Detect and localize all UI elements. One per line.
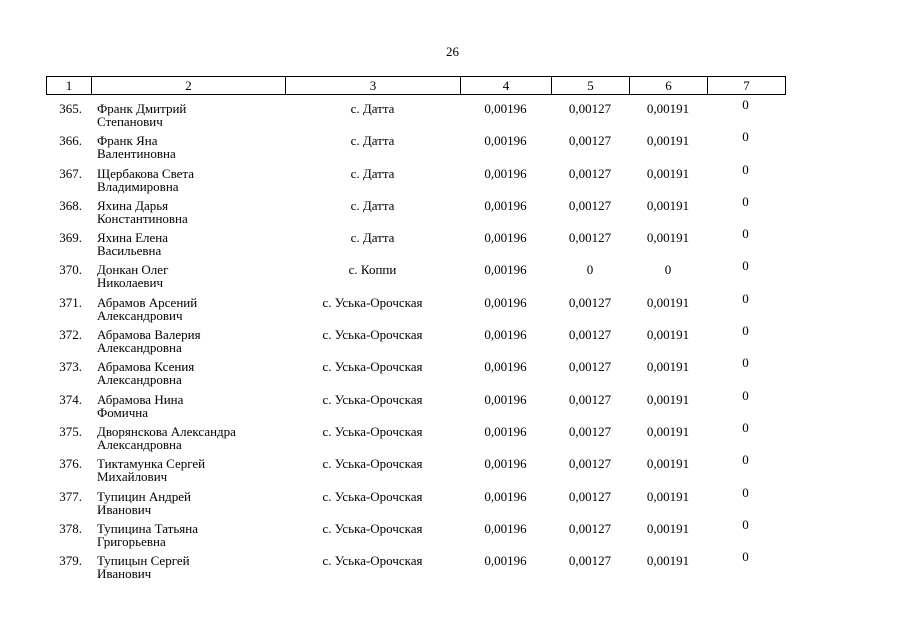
- settlement: с. Уська-Орочская: [322, 391, 423, 407]
- row-number: 377.: [59, 488, 82, 504]
- value-col-4: 0,00196: [484, 197, 527, 213]
- table-row: [46, 452, 786, 487]
- person-name-line-1: Тупицын Сергей: [97, 553, 190, 569]
- person-name-line-2: Владимировна: [97, 178, 179, 194]
- value-col-5: 0,00127: [568, 359, 612, 375]
- person-name-line-2: Александровна: [97, 372, 182, 388]
- column-header-7: 7: [743, 78, 750, 93]
- table-row: [46, 290, 786, 326]
- person-name: [97, 231, 287, 257]
- value-col-7: 0: [742, 387, 749, 403]
- value-col-7: 0: [742, 323, 749, 339]
- person-name-line-1: Яхина Елена: [97, 230, 169, 246]
- value-col-6: 0,00191: [646, 101, 690, 116]
- row-number: 379.: [59, 553, 82, 569]
- settlement: с. Уська-Орочская: [322, 488, 423, 504]
- table-row: [46, 387, 786, 423]
- person-name-line-2: Михайлович: [97, 469, 168, 485]
- value-col-6: 0,00191: [646, 294, 690, 310]
- person-name-line-2: Валентиновна: [97, 146, 176, 162]
- value-col-4: 0,00196: [484, 456, 527, 472]
- settlement: с. Уська-Орочская: [322, 423, 423, 439]
- value-col-5: 0,00127: [568, 488, 612, 504]
- column-header-6: 6: [630, 77, 708, 94]
- settlement: с. Уська-Орочская: [322, 294, 423, 310]
- value-col-5: 0,00127: [568, 165, 612, 181]
- value-col-5: 0,00127: [568, 327, 612, 343]
- person-name-line-1: Абрамова Валерия: [97, 327, 201, 343]
- person-name: [97, 393, 287, 419]
- value-col-6: 0,00191: [646, 165, 690, 181]
- settlement: с. Коппи: [348, 262, 397, 278]
- settlement: с. Датта: [350, 197, 395, 213]
- column-header-1: 1: [47, 77, 92, 94]
- page-number: 26: [446, 44, 459, 59]
- value-col-7: 0: [742, 97, 749, 112]
- person-name: [97, 167, 287, 193]
- value-col-7: 0: [742, 484, 749, 500]
- value-col-5: 0,00127: [568, 101, 612, 116]
- value-col-6: 0,00191: [646, 488, 690, 504]
- value-col-6: 0,00191: [646, 359, 690, 375]
- person-name: [97, 457, 287, 483]
- value-col-4: 0,00196: [484, 488, 527, 504]
- person-name: [97, 522, 287, 548]
- person-name-line-2: Константиновна: [97, 210, 188, 226]
- value-col-5: 0,00127: [568, 294, 612, 310]
- person-name-line-2: Александрович: [97, 307, 183, 323]
- person-name: [97, 554, 287, 580]
- value-col-5: 0,00127: [568, 391, 612, 407]
- person-name-line-2: Васильевна: [97, 243, 162, 259]
- table-body: [46, 97, 786, 584]
- table-row: [46, 193, 786, 229]
- value-col-6: 0,00191: [646, 423, 690, 439]
- value-col-5: 0,00127: [568, 133, 612, 149]
- person-name-line-2: Александровна: [97, 340, 182, 356]
- settlement: с. Уська-Орочская: [322, 553, 423, 569]
- column-header-4: 4: [461, 77, 552, 94]
- person-name-line-1: Абрамова Нина: [97, 391, 184, 407]
- value-col-5: 0: [586, 262, 594, 278]
- value-col-4: 0,00196: [484, 230, 527, 246]
- value-col-6: 0,00191: [646, 391, 690, 407]
- row-number: 373.: [59, 359, 82, 375]
- person-name-line-1: Тупицин Андрей: [97, 488, 192, 504]
- person-name-line-2: Александровна: [97, 436, 182, 452]
- person-name-line-2: Фомична: [97, 404, 148, 420]
- value-col-4: 0,00196: [484, 262, 527, 278]
- table-row: [46, 549, 786, 584]
- table-row: [46, 516, 786, 552]
- value-col-4: 0,00196: [484, 553, 527, 569]
- row-number: 365.: [59, 101, 82, 116]
- person-name-line-2: Степанович: [97, 114, 163, 129]
- person-name-line-2: Иванович: [97, 501, 152, 517]
- settlement: с. Уська-Орочская: [322, 327, 423, 343]
- column-header-3: 3: [286, 77, 461, 94]
- row-number: 368.: [59, 197, 82, 213]
- row-number: 376.: [59, 456, 82, 472]
- person-name-line-1: Франк Дмитрий: [97, 101, 187, 116]
- row-number: 374.: [59, 391, 82, 407]
- value-col-6: 0,00191: [646, 327, 690, 343]
- person-name-line-1: Щербакова Света: [97, 165, 195, 181]
- person-name: [97, 328, 287, 354]
- row-number: 367.: [59, 165, 82, 181]
- value-col-4: 0,00196: [484, 327, 527, 343]
- table-header: [46, 76, 786, 95]
- value-col-7: 0: [742, 290, 749, 306]
- value-col-4: 0,00196: [484, 391, 527, 407]
- settlement: с. Уська-Орочская: [322, 456, 423, 472]
- value-col-6: 0,00191: [646, 553, 690, 569]
- person-name: [97, 263, 287, 289]
- value-col-6: 0,00191: [646, 520, 690, 536]
- settlement: с. Датта: [350, 230, 395, 246]
- table-row: [46, 226, 786, 261]
- settlement: с. Уська-Орочская: [322, 520, 423, 536]
- value-col-7: 0: [742, 355, 749, 371]
- value-col-4: 0,00196: [484, 520, 527, 536]
- value-col-6: 0,00191: [646, 456, 690, 472]
- person-name-line-1: Дворянскова Александра: [97, 423, 236, 439]
- person-name-line-2: Григорьевна: [97, 533, 166, 549]
- value-col-5: 0,00127: [568, 423, 612, 439]
- value-col-7: 0: [742, 129, 749, 145]
- column-header-5: 5: [552, 77, 630, 94]
- column-header-2: 2: [92, 77, 286, 94]
- value-col-4: 0,00196: [484, 133, 527, 149]
- person-name: [97, 360, 287, 386]
- table-row: [46, 129, 786, 164]
- row-number: 371.: [59, 294, 82, 310]
- value-col-5: 0,00127: [568, 553, 612, 569]
- value-col-6: 0,00191: [646, 230, 690, 246]
- row-number: 375.: [59, 423, 82, 439]
- value-col-5: 0,00127: [568, 197, 612, 213]
- value-col-5: 0,00127: [568, 230, 612, 246]
- person-name-line-2: Николаевич: [97, 275, 163, 291]
- value-col-4: 0,00196: [484, 101, 527, 116]
- row-number: 366.: [59, 133, 82, 149]
- value-col-4: 0,00196: [484, 165, 527, 181]
- value-col-4: 0,00196: [484, 423, 527, 439]
- table-row: [46, 355, 786, 390]
- person-name-line-1: Донкан Олег: [97, 262, 169, 278]
- person-name-line-1: Абрамов Арсений: [97, 294, 198, 310]
- person-name-line-1: Франк Яна: [97, 133, 158, 149]
- row-number: 369.: [59, 230, 82, 246]
- table-row: [46, 323, 786, 358]
- value-col-7: 0: [742, 258, 749, 274]
- value-col-6: 0,00191: [646, 197, 690, 213]
- person-name: [97, 296, 287, 322]
- value-col-5: 0,00127: [568, 520, 612, 536]
- table-row: [46, 97, 786, 132]
- person-name: [97, 425, 287, 451]
- value-col-7: 0: [742, 516, 749, 532]
- person-name-line-1: Абрамова Ксения: [97, 359, 195, 375]
- value-col-7: 0: [742, 193, 749, 209]
- settlement: с. Уська-Орочская: [322, 359, 423, 375]
- table-row: [46, 258, 786, 293]
- value-col-7: 0: [742, 452, 749, 468]
- row-number: 378.: [59, 520, 82, 536]
- person-name-line-2: Иванович: [97, 566, 152, 582]
- row-number: 372.: [59, 327, 82, 343]
- value-col-5: 0,00127: [568, 456, 612, 472]
- table-row: [46, 484, 786, 520]
- settlement: с. Датта: [350, 133, 395, 149]
- settlement: с. Датта: [350, 101, 395, 116]
- person-name: [97, 199, 287, 225]
- person-name-line-1: Тупицина Татьяна: [97, 520, 198, 536]
- value-col-7: 0: [742, 226, 749, 242]
- person-name: [97, 490, 287, 516]
- value-col-6: 0: [664, 262, 672, 278]
- value-col-7: 0: [742, 549, 749, 565]
- table-row: [46, 161, 786, 197]
- person-name-line-1: Тиктамунка Сергей: [97, 456, 206, 472]
- person-name-line-1: Яхина Дарья: [97, 197, 169, 213]
- value-col-6: 0,00191: [646, 133, 690, 149]
- person-name: [97, 102, 287, 128]
- value-col-7: 0: [742, 419, 749, 435]
- settlement: с. Датта: [350, 165, 395, 181]
- table-row: [46, 419, 786, 455]
- row-number: 370.: [59, 262, 82, 278]
- person-name: [97, 134, 287, 160]
- value-col-7: 0: [742, 161, 749, 177]
- value-col-4: 0,00196: [484, 294, 527, 310]
- value-col-4: 0,00196: [484, 359, 527, 375]
